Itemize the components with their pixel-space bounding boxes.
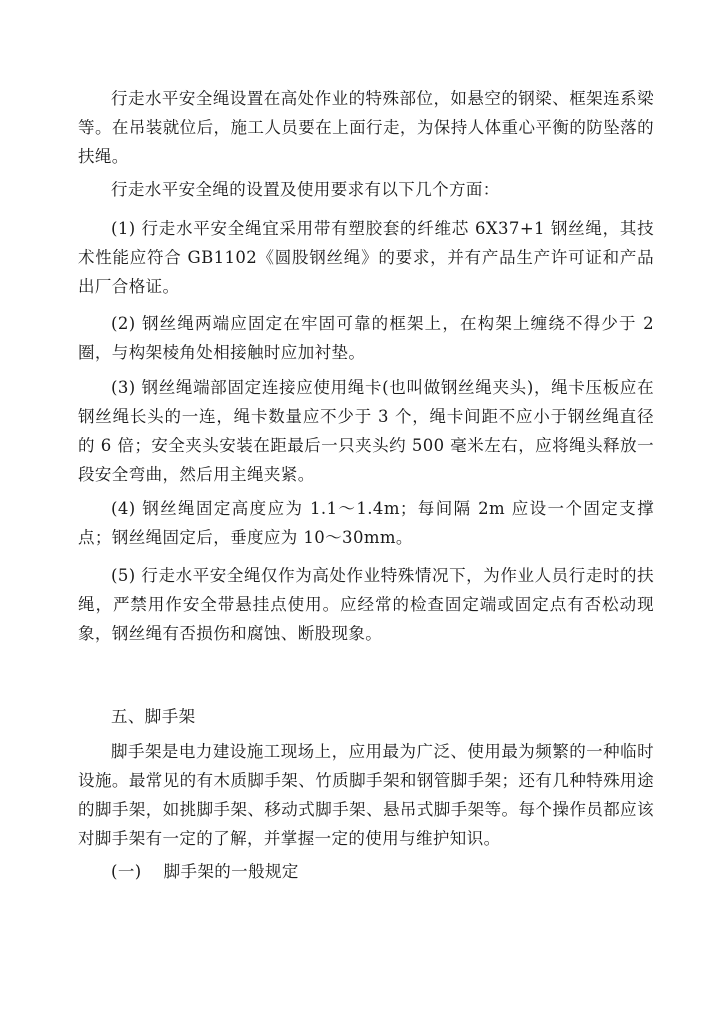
paragraph-requirement-4: (4) 钢丝绳固定高度应为 1.1～1.4m；每间隔 2m 应设一个固定支撑点；钢丝绳固定后，垂度应为 10～30mm。 (78, 499, 654, 547)
paragraph-requirements-lead: 行走水平安全绳的设置及使用要求有以下几个方面： (111, 180, 500, 199)
section-heading-scaffold: 五、脚手架 (111, 707, 196, 726)
paragraph-horizontal-rope-intro: 行走水平安全绳设置在高处作业的特殊部位，如悬空的钢梁、框架连系梁等。在吊装就位后，施工人员要在上面行走，为保持人体重心平衡的防坠落的扶绳。 (78, 89, 654, 166)
subsection-number: (一) (111, 862, 142, 881)
subsection-title: 脚手架的一般规定 (163, 862, 299, 881)
subsection-heading-general-rules (78, 857, 654, 886)
paragraph-requirement-1: (1) 行走水平安全绳宜采用带有塑胶套的纤维芯 6X37+1 钢丝绳，其技术性能应符合 GB1102《圆股钢丝绳》的要求，并有产品生产许可证和产品出厂合格证。 (78, 219, 654, 296)
paragraph-scaffold-intro: 脚手架是电力建设施工现场上，应用最为广泛、使用最为频繁的一种临时设施。最常见的有木质脚手架、竹质脚手架和钢管脚手架；还有几种特殊用途的脚手架，如挑脚手架、移动式脚手架、悬吊式脚手架等。每个操作员都应该对脚手架有一定的了解，并掌握一定的使用与维护知识。 (78, 742, 654, 848)
paragraph-requirement-2: (2) 钢丝绳两端应固定在牢固可靠的框架上，在构架上缠绕不得少于 2 圈，与构架棱角处相接触时应加衬垫。 (78, 314, 654, 362)
paragraph-requirement-3: (3) 钢丝绳端部固定连接应使用绳卡(也叫做钢丝绳夹头)，绳卡压板应在钢丝绳长头的一连，绳卡数量应不少于 3 个，绳卡间距不应小于钢丝绳直径的 6 倍；安全夹头安装在距最后一只夹头约 500 毫米左右，应将绳头释放一段安全弯曲，然后用主绳夹紧。 (78, 378, 654, 484)
paragraph-requirement-5: (5) 行走水平安全绳仅作为高处作业特殊情况下，为作业人员行走时的扶绳，严禁用作安全带悬挂点使用。应经常的检查固定端或固定点有否松动现象，钢丝绳有否损伤和腐蚀、断股现象。 (78, 566, 654, 643)
